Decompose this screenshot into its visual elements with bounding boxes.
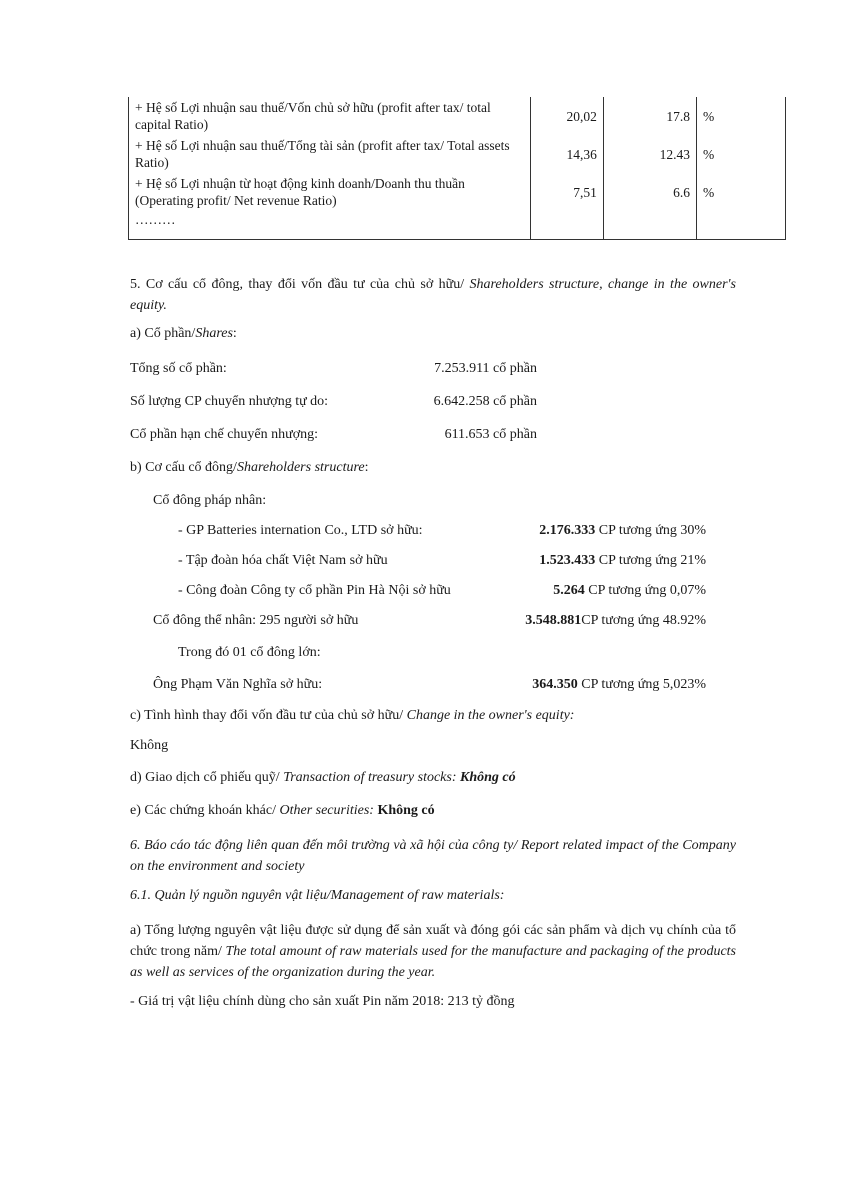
table-row bbox=[129, 211, 786, 240]
ratio-value-2: 12.43 bbox=[603, 135, 696, 173]
section-5-title: 5. Cơ cấu cổ đông, thay đổi vốn đầu tư của chủ sở hữu/ Shareholders structure, change in the owner's equity. bbox=[130, 277, 736, 313]
ratio-ellipsis: ……… bbox=[129, 211, 531, 240]
restricted-shares-label: Cổ phần hạn chế chuyển nhượng: bbox=[130, 427, 319, 442]
table-row bbox=[129, 97, 786, 135]
holder-name: - GP Batteries internation Co., LTD sở hữu: bbox=[178, 523, 423, 538]
individual-holders-amount: 3.548.881CP tương ứng 48.92% bbox=[525, 613, 706, 628]
ratio-value-1: 7,51 bbox=[531, 173, 604, 211]
ratio-name: + Hệ số Lợi nhuận từ hoạt động kinh doanh/Doanh thu thuần (Operating profit/ Net revenue Ratio) bbox=[129, 173, 531, 211]
holder-name: - Tập đoàn hóa chất Việt Nam sở hữu bbox=[178, 553, 388, 568]
ratio-value-2: 6.6 bbox=[603, 173, 696, 211]
table-row bbox=[129, 135, 786, 173]
raw-materials-paragraph: a) Tổng lượng nguyên vật liệu được sử dụng để sản xuất và đóng gói các sản phẩm và dịch vụ chính của tổ chức trong năm/ The total amount of raw materials used for the manufacture and packaging of the products as well as services of the organization during the year. bbox=[130, 923, 737, 980]
equity-change-value: Không bbox=[130, 738, 169, 753]
equity-change-heading: c) Tình hình thay đổi vốn đầu tư của chủ sở hữu/ Change in the owner's equity: bbox=[130, 708, 575, 723]
ratio-unit: % bbox=[696, 173, 785, 211]
ratio-name: + Hệ số Lợi nhuận sau thuế/Tổng tài sản (profit after tax/ Total assets Ratio) bbox=[129, 135, 531, 173]
section-6-title: 6. Báo cáo tác động liên quan đến môi trường và xã hội của công ty/ Report related impact of the Company on the environment and society bbox=[130, 838, 736, 874]
restricted-shares-value: 611.653 cổ phần bbox=[444, 427, 537, 442]
individual-holders-label: Cổ đông thể nhân: 295 người sở hữu bbox=[153, 613, 359, 628]
treasury-stocks-line: d) Giao dịch cổ phiếu quỹ/ Transaction of treasury stocks: Không có bbox=[130, 770, 516, 785]
shares-heading: a) Cổ phần/Shares: bbox=[130, 326, 237, 341]
table-row bbox=[129, 173, 786, 211]
ratio-unit: % bbox=[696, 97, 785, 135]
shareholders-heading: b) Cơ cấu cổ đông/Shareholders structure: bbox=[130, 460, 369, 475]
holder-amount: 5.264 CP tương ứng 0,07% bbox=[553, 583, 706, 598]
ratios-table bbox=[128, 97, 786, 240]
ratio-value-2: 17.8 bbox=[603, 97, 696, 135]
holder-amount: 1.523.433 CP tương ứng 21% bbox=[539, 553, 706, 568]
other-securities-line: e) Các chứng khoán khác/ Other securities: Không có bbox=[130, 803, 435, 818]
holder-amount: 2.176.333 CP tương ứng 30% bbox=[539, 523, 706, 538]
major-holder-name: Ông Phạm Văn Nghĩa sở hữu: bbox=[153, 677, 323, 692]
legal-holders-label: Cổ đông pháp nhân: bbox=[153, 493, 267, 508]
total-shares-value: 7.253.911 cổ phần bbox=[434, 361, 537, 376]
total-shares-label: Tổng số cổ phần: bbox=[130, 361, 227, 376]
section-6-1-title: 6.1. Quản lý nguồn nguyên vật liệu/Management of raw materials: bbox=[130, 888, 505, 903]
ratio-name: + Hệ số Lợi nhuận sau thuế/Vốn chủ sở hữu (profit after tax/ total capital Ratio) bbox=[129, 97, 531, 135]
free-transfer-value: 6.642.258 cổ phần bbox=[433, 394, 537, 409]
free-transfer-label: Số lượng CP chuyển nhượng tự do: bbox=[130, 394, 329, 409]
major-holder-label: Trong đó 01 cổ đông lớn: bbox=[178, 645, 321, 660]
ratio-value-1: 20,02 bbox=[531, 97, 604, 135]
material-value-line: - Giá trị vật liệu chính dùng cho sản xuất Pin năm 2018: 213 tỷ đồng bbox=[130, 994, 515, 1009]
major-holder-amount: 364.350 CP tương ứng 5,023% bbox=[532, 677, 706, 692]
ratio-unit: % bbox=[696, 135, 785, 173]
holder-name: - Công đoàn Công ty cổ phần Pin Hà Nội sở hữu bbox=[178, 583, 451, 598]
ratio-value-1: 14,36 bbox=[531, 135, 604, 173]
